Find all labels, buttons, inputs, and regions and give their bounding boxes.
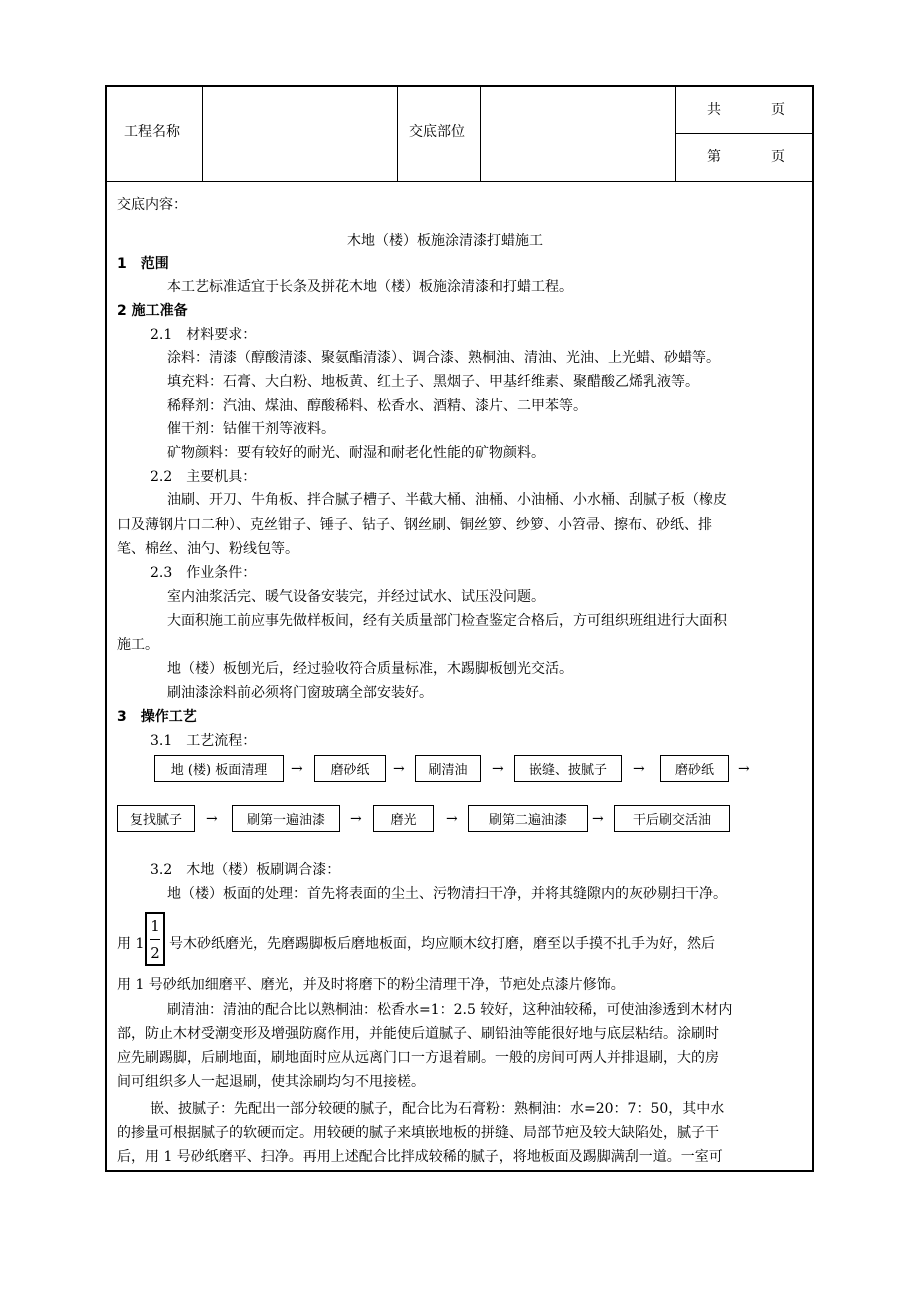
intro-label: 交底内容：	[117, 197, 187, 213]
tools-line: 笔、棉丝、油勺、粉线包等。	[117, 541, 299, 557]
condition-line: 施工。	[117, 637, 159, 653]
flow-arrow: →	[492, 761, 504, 777]
header-divider	[107, 181, 812, 182]
tools-line: 油刷、开刀、牛角板、拌合腻子槽子、半截大桶、油桶、小油桶、小水桶、刮腻子板（橡皮	[167, 492, 727, 508]
paragraph-line: 间可组织多人一起退刷，使其涂刷均匀不甩接槎。	[117, 1074, 425, 1090]
fraction-denominator: 2	[150, 944, 160, 962]
flow-step: 磨砂纸	[660, 755, 729, 782]
section-2-3-title: 2.3 作业条件：	[150, 565, 257, 581]
page-no-prefix: 第	[707, 149, 721, 165]
condition-line: 室内油浆活完、暖气设备安装完，并经过试水、试压没问题。	[167, 589, 545, 605]
paragraph-line: 应先刷踢脚，后刷地面，刷地面时应从远离门口一方退着刷。一般的房间可两人并排退刷，大的房	[117, 1050, 719, 1066]
flow-arrow: →	[446, 811, 458, 827]
doc-title: 木地（楼）板施涂清漆打蜡施工	[347, 233, 543, 249]
page-no-suffix: 页	[771, 149, 785, 165]
paragraph-line: 部，防止木材受潮变形及增强防腐作用，并能使后道腻子、刷铅油等能很好地与底层粘结。涂刷时	[117, 1026, 719, 1042]
flow-arrow: →	[633, 761, 645, 777]
total-pages-prefix: 共	[707, 102, 721, 118]
section-2-1-title: 2.1 材料要求：	[150, 327, 257, 343]
header-page-divider	[675, 133, 812, 134]
flow-arrow: →	[350, 811, 362, 827]
flow-arrow: →	[592, 811, 604, 827]
condition-line: 刷油漆涂料前必须将门窗玻璃全部安装好。	[167, 685, 433, 701]
fraction-numerator: 1	[150, 917, 160, 935]
material-line: 稀释剂：汽油、煤油、醇酸稀料、松香水、酒精、漆片、二甲苯等。	[167, 398, 587, 414]
flow-step: 磨光	[373, 805, 434, 832]
material-line: 填充料：石膏、大白粉、地板黄、红土子、黑烟子、甲基纤维素、聚醋酸乙烯乳液等。	[167, 374, 699, 390]
paragraph-line: 后，用 1 号砂纸磨平、扫净。再用上述配合比拌成较稀的腻子，将地板面及踢脚满刮一道。一室可	[117, 1149, 723, 1165]
section-3-1-title: 3.1 工艺流程：	[150, 733, 257, 749]
flow-step: 刷第二遍油漆	[468, 805, 588, 832]
location-label: 交底部位	[409, 124, 465, 140]
section-3-2-title: 3.2 木地（楼）板刷调合漆：	[150, 862, 341, 878]
flow-step: 刷清油	[415, 755, 481, 782]
fraction-bar	[150, 939, 160, 940]
flow-step: 地 (楼) 板面清理	[154, 755, 284, 782]
flow-step: 干后刷交活油	[614, 805, 730, 832]
flow-arrow: →	[738, 761, 750, 777]
paragraph-line: 用 1	[117, 936, 145, 952]
flow-step: 刷第一遍油漆	[232, 805, 340, 832]
condition-line: 大面积施工前应事先做样板间，经有关质量部门检查鉴定合格后，方可组织班组进行大面积	[167, 613, 727, 629]
header-vline	[397, 87, 398, 181]
header-vline	[202, 87, 203, 181]
total-pages-suffix: 页	[771, 102, 785, 118]
paragraph-line: 刷清油：清油的配合比以熟桐油：松香水=1：2.5 较好，这种油较稀，可使油渗透到木材内	[167, 1002, 733, 1018]
material-line: 矿物颜料：要有较好的耐光、耐湿和耐老化性能的矿物颜料。	[167, 445, 545, 461]
paragraph-line: 地（楼）板面的处理：首先将表面的尘土、污物清扫干净，并将其缝隙内的灰砂剔扫干净。	[167, 886, 727, 902]
paragraph-line: 号木砂纸磨光，先磨踢脚板后磨地板面，均应顺木纹打磨，磨至以手摸不扎手为好，然后	[169, 936, 715, 952]
disclosure-form	[105, 85, 814, 1172]
flow-arrow: →	[291, 761, 303, 777]
material-line: 涂料：清漆（醇酸清漆、聚氨酯清漆）、调合漆、熟桐油、清油、光油、上光蜡、砂蜡等。	[167, 350, 720, 366]
header-vline	[675, 87, 676, 181]
flow-arrow: →	[206, 811, 218, 827]
section-1-title: 1 范围	[117, 256, 169, 272]
paragraph-line: 用 1 号砂纸加细磨平、磨光，并及时将磨下的粉尘清理干净，节疤处点漆片修饰。	[117, 977, 625, 993]
fraction	[145, 912, 165, 966]
section-2-2-title: 2.2 主要机具：	[150, 469, 257, 485]
project-name-label: 工程名称	[124, 124, 180, 140]
header-vline	[480, 87, 481, 181]
flow-arrow: →	[393, 761, 405, 777]
section-3-title: 3 操作工艺	[117, 709, 197, 725]
condition-line: 地（楼）板刨光后，经过验收符合质量标准，木踢脚板刨光交活。	[167, 661, 573, 677]
section-2-title: 2 施工准备	[117, 303, 188, 319]
paragraph-line: 嵌、披腻子：先配出一部分较硬的腻子，配合比为石膏粉：熟桐油：水=20：7：50，其中水	[150, 1101, 725, 1117]
section-1-text: 本工艺标准适宜于长条及拼花木地（楼）板施涂清漆和打蜡工程。	[167, 279, 573, 295]
flow-step: 嵌缝、披腻子	[514, 755, 622, 782]
tools-line: 口及薄钢片口二种）、克丝钳子、锤子、钻子、钢丝刷、铜丝箩、纱箩、小笤帚、擦布、砂纸、排	[117, 517, 712, 533]
flow-step: 复找腻子	[117, 805, 195, 832]
flow-step: 磨砂纸	[314, 755, 386, 782]
paragraph-line: 的掺量可根据腻子的软硬而定。用较硬的腻子来填嵌地板的拼缝、局部节疤及较大缺陷处，腻子干	[117, 1125, 719, 1141]
material-line: 催干剂：钴催干剂等液料。	[167, 421, 335, 437]
